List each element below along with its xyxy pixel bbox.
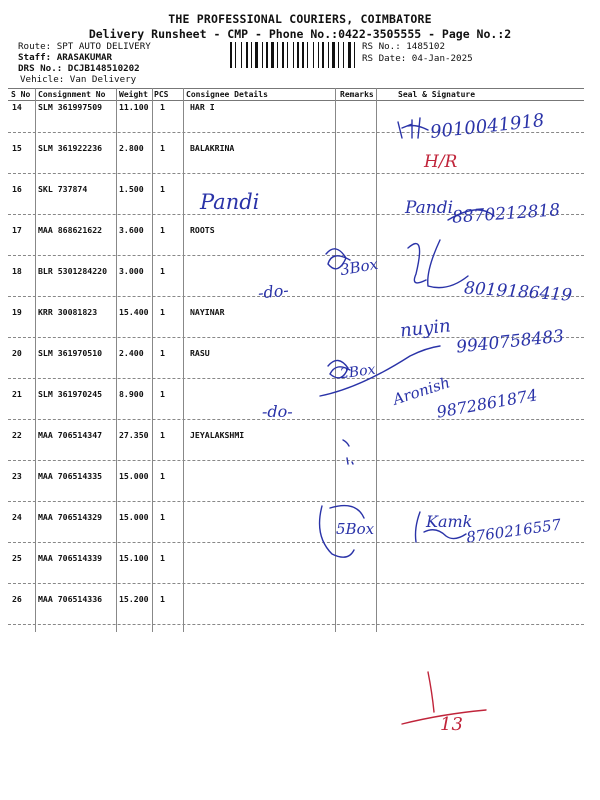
pieces-count: 1 bbox=[160, 225, 165, 235]
pieces-count: 1 bbox=[160, 553, 165, 563]
pieces-count: 1 bbox=[160, 348, 165, 358]
handwritten-mark: H/R bbox=[424, 152, 458, 172]
consignee-name: RASU bbox=[190, 348, 210, 358]
handwritten-box-count: 2Box bbox=[339, 361, 377, 383]
handwritten-signature: nuyin bbox=[399, 315, 452, 342]
serial-number: 16 bbox=[12, 184, 22, 194]
weight-value: 1.500 bbox=[119, 184, 144, 194]
consignee-name: ROOTS bbox=[190, 225, 215, 235]
weight-value: 3.000 bbox=[119, 266, 144, 276]
handwritten-box-count: 5Box bbox=[336, 520, 375, 538]
column-header: Remarks bbox=[340, 90, 374, 99]
pieces-count: 1 bbox=[160, 102, 165, 112]
handwritten-phone: 8019186419 bbox=[463, 278, 573, 306]
consignment-number: KRR 30081823 bbox=[38, 307, 98, 317]
pieces-count: 1 bbox=[160, 594, 165, 604]
consignment-number: MAA 706514335 bbox=[38, 471, 103, 481]
vehicle-label: Vehicle: Van Delivery bbox=[20, 74, 137, 85]
handwritten-signature: Aronish bbox=[390, 373, 453, 409]
handwritten-phone: 8870212818 bbox=[451, 200, 561, 228]
weight-value: 11.100 bbox=[119, 102, 149, 112]
column-header: Consignee Details bbox=[186, 90, 268, 99]
handwritten-ditto: -do- bbox=[262, 402, 293, 421]
handwritten-phone: 9940758483 bbox=[455, 326, 565, 358]
serial-number: 23 bbox=[12, 471, 22, 481]
serial-number: 26 bbox=[12, 594, 22, 604]
weight-value: 8.900 bbox=[119, 389, 144, 399]
weight-value: 15.400 bbox=[119, 307, 149, 317]
serial-number: 25 bbox=[12, 553, 22, 563]
serial-number: 21 bbox=[12, 389, 22, 399]
consignment-number: MAA 706514339 bbox=[38, 553, 103, 563]
weight-value: 15.000 bbox=[119, 512, 149, 522]
handwritten-signature: Kamk bbox=[426, 512, 473, 531]
pieces-count: 1 bbox=[160, 184, 165, 194]
signature-stroke bbox=[398, 118, 428, 138]
serial-number: 18 bbox=[12, 266, 22, 276]
consignment-number: BLR 5301284220 bbox=[38, 266, 108, 276]
weight-value: 15.100 bbox=[119, 553, 149, 563]
column-header: S No bbox=[11, 90, 31, 99]
signature-stroke bbox=[343, 440, 353, 464]
pieces-count: 1 bbox=[160, 307, 165, 317]
weight-value: 3.600 bbox=[119, 225, 144, 235]
consignee-name: JEYALAKSHMI bbox=[190, 430, 245, 440]
consignment-number: MAA 706514347 bbox=[38, 430, 103, 440]
weight-value: 2.400 bbox=[119, 348, 144, 358]
handwritten-phone: 8760216557 bbox=[465, 515, 563, 547]
handwritten-consignee: Pandi bbox=[200, 190, 260, 214]
document-title: THE PROFESSIONAL COURIERS, COIMBATORE bbox=[168, 12, 432, 26]
handwritten-box-count: 3Box bbox=[338, 254, 380, 280]
consignee-name: NAYINAR bbox=[190, 307, 225, 317]
route-label: Route: SPT AUTO DELIVERY bbox=[18, 41, 151, 52]
consignment-number: MAA 868621622 bbox=[38, 225, 103, 235]
weight-value: 15.000 bbox=[119, 471, 149, 481]
pieces-count: 1 bbox=[160, 266, 165, 276]
weight-value: 2.800 bbox=[119, 143, 144, 153]
serial-number: 14 bbox=[12, 102, 22, 112]
consignment-number: SLM 361997509 bbox=[38, 102, 103, 112]
serial-number: 22 bbox=[12, 430, 22, 440]
handwritten-phone: 9872861874 bbox=[435, 385, 539, 422]
column-header: PCS bbox=[154, 90, 169, 99]
pieces-count: 1 bbox=[160, 143, 165, 153]
column-header: Seal & Signature bbox=[398, 90, 476, 99]
document-subtitle: Delivery Runsheet - CMP - Phone No.:0422-3505555 - Page No.:2 bbox=[88, 27, 512, 41]
pieces-count: 1 bbox=[160, 430, 165, 440]
column-header: Weight bbox=[119, 90, 148, 99]
consignee-name: HAR I bbox=[190, 102, 215, 112]
handwritten-signature: Pandi bbox=[405, 198, 454, 218]
column-header: Consignment No bbox=[38, 90, 106, 99]
consignee-name: BALAKRINA bbox=[190, 143, 235, 153]
consignment-number: SLM 361970510 bbox=[38, 348, 103, 358]
rs-number: RS No.: 1485102 bbox=[362, 41, 445, 52]
pieces-count: 1 bbox=[160, 471, 165, 481]
consignment-number: MAA 706514336 bbox=[38, 594, 103, 604]
consignment-number: SKL 737874 bbox=[38, 184, 88, 194]
pieces-count: 1 bbox=[160, 512, 165, 522]
drs-number: DRS No.: DCJB148510202 bbox=[18, 63, 140, 74]
serial-number: 15 bbox=[12, 143, 22, 153]
rs-date: RS Date: 04-Jan-2025 bbox=[362, 53, 473, 64]
handwritten-ditto: -do- bbox=[257, 280, 290, 303]
page-count: 13 bbox=[440, 714, 463, 735]
weight-value: 27.350 bbox=[119, 430, 149, 440]
signature-stroke bbox=[408, 244, 426, 283]
handwritten-phone: 9010041918 bbox=[429, 110, 546, 143]
consignment-number: SLM 361970245 bbox=[38, 389, 103, 399]
serial-number: 20 bbox=[12, 348, 22, 358]
pieces-count: 1 bbox=[160, 389, 165, 399]
staff-label: Staff: ARASAKUMAR bbox=[18, 52, 113, 63]
serial-number: 24 bbox=[12, 512, 22, 522]
serial-number: 17 bbox=[12, 225, 22, 235]
consignment-number: SLM 361922236 bbox=[38, 143, 103, 153]
consignment-number: MAA 706514329 bbox=[38, 512, 103, 522]
weight-value: 15.200 bbox=[119, 594, 149, 604]
serial-number: 19 bbox=[12, 307, 22, 317]
